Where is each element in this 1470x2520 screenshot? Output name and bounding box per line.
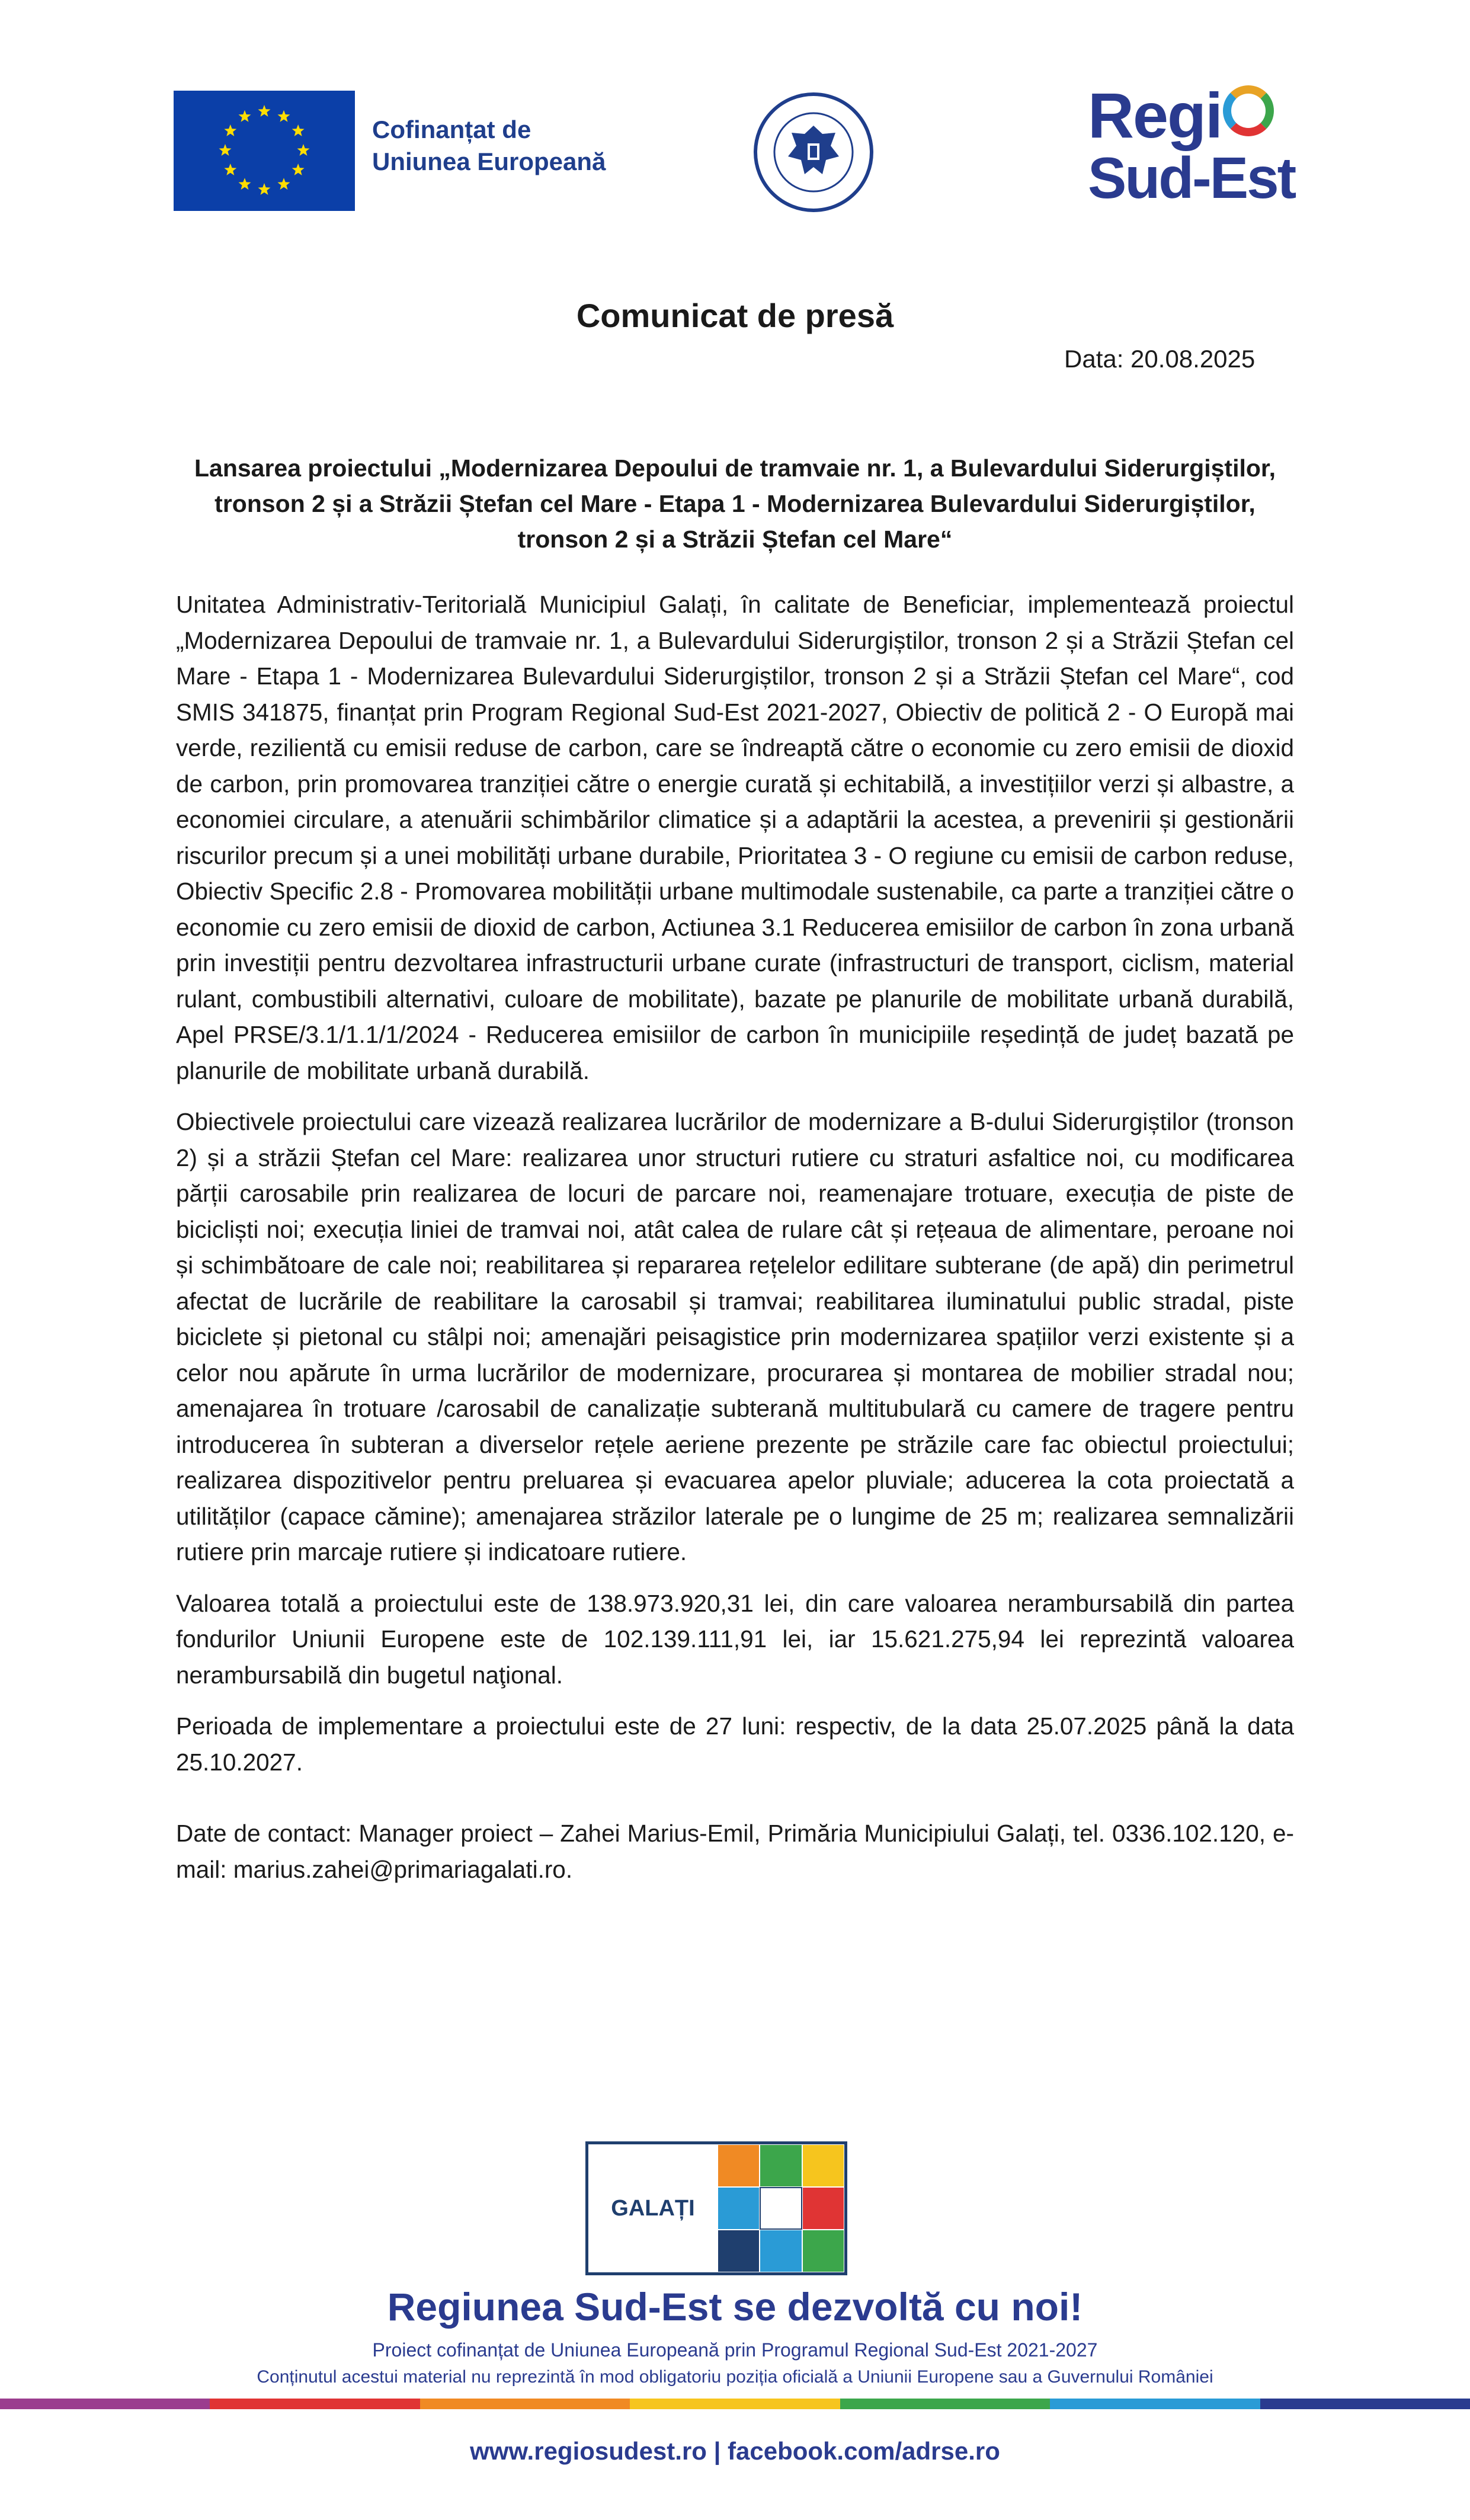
footer-cofinancing-note: Proiect cofinanțat de Uniunea Europeană prin Programul Regional Sud-Est 2021-2027 bbox=[372, 2339, 1098, 2361]
government-seal-icon bbox=[752, 91, 875, 213]
press-release-date: Data: 20.08.2025 bbox=[1064, 345, 1256, 373]
eu-text-line2: Uniunea Europeană bbox=[372, 148, 606, 175]
press-release-body bbox=[176, 587, 1294, 1903]
logo-tile bbox=[718, 2230, 760, 2272]
paragraph-value: Valoarea totală a proiectului este de 138.973.920,31 lei, din care valoarea nerambursabilă din partea fondurilor Uniunii Europene este de 102.139.111,91 lei, iar 15.621.275,94 lei reprezintă valoarea nerambursabilă din bugetul naţional. bbox=[176, 1589, 1294, 1689]
eu-flag-icon bbox=[174, 91, 355, 211]
regio-wordmark-line2: Sud-Est bbox=[1088, 145, 1295, 210]
logo-tile bbox=[802, 2144, 844, 2187]
band-segment bbox=[1260, 2399, 1470, 2409]
band-segment bbox=[210, 2399, 419, 2409]
band-segment bbox=[420, 2399, 630, 2409]
footer-color-band bbox=[0, 2399, 1470, 2409]
logo-tile bbox=[760, 2144, 802, 2187]
galati-logo-tiles bbox=[718, 2144, 844, 2272]
regio-wordmark-line1: Regi bbox=[1088, 79, 1222, 151]
eu-cofinancing-label bbox=[372, 114, 606, 178]
logo-tile bbox=[760, 2230, 802, 2272]
logo-tile bbox=[802, 2187, 844, 2230]
galati-logo-label: GALAȚI bbox=[611, 2195, 695, 2221]
project-subject-heading: Lansarea proiectului „Modernizarea Depoului de tramvaie nr. 1, a Bulevardului Siderurgiștilor, tronson 2 și a Străzii Ștefan cel Mare - Etapa 1 - Modernizarea Bulevardului Siderurgiștilor, tronson 2 și a Străzii Ștefan cel Mare“ bbox=[194, 454, 1276, 553]
band-segment bbox=[0, 2399, 210, 2409]
logo-tile bbox=[760, 2187, 802, 2230]
footer-disclaimer: Conținutul acestui material nu reprezintă în mod obligatoriu poziția oficială a Uniunii Europene sau a Guvernului României bbox=[257, 2367, 1213, 2387]
band-segment bbox=[1050, 2399, 1260, 2409]
band-segment bbox=[630, 2399, 840, 2409]
paragraph-intro: Unitatea Administrativ-Teritorială Municipiul Galați, în calitate de Beneficiar, implementează proiectul „Modernizarea Depoului de tramvaie nr. 1, a Bulevardului Siderurgiștilor, tronson 2 și a Străzii Ștefan cel Mare - Etapa 1 - Modernizarea Bulevardului Siderurgiștilor, tronson 2 și a Străzii Ștefan cel Mare“, cod SMIS 341875, finanțat prin Program Regional Sud-Est 2021-2027, Obiectiv de politică 2 - O Europă mai verde, rezilientă cu emisii reduse de carbon, care se îndreaptă către o economie cu zero emisii de dioxid de carbon, prin promovarea tranziției către o energie curată și echitabilă, a investițiilor verzi și albastre, a economiei circulare, a atenuării schimbărilor climatice și a adaptării la acestea, a prevenirii și gestionării riscurilor precum și a unei mobilități urbane durabile, Prioritatea 3 - O regiune cu emisii de carbon reduse, Obiectiv Specific 2.8 - Promovarea mobilității urbane multimodale sustenabile, ca parte a tranziției către o economie cu zero emisii de dioxid de carbon, Actiunea 3.1 Reducerea emisiilor de carbon în zona urbană prin investiții pentru dezvoltarea infrastructurii urbane curate (infrastructuri de transport, ciclism, material rulant, combustibili alternativi, culoare de mobilitate), bazate pe planurile de mobilitate urbană durabilă, Apel PRSE/3.1/1.1/1/2024 - Reducerea emisiilor de carbon în municipiile reședință de județ bazată pe planurile de mobilitate urbană durabilă. bbox=[176, 591, 1294, 1084]
regio-o-ring-icon bbox=[1223, 85, 1274, 136]
footer-slogan: Regiunea Sud-Est se dezvoltă cu noi! bbox=[387, 2285, 1083, 2329]
band-segment bbox=[840, 2399, 1050, 2409]
paragraph-objectives: Obiectivele proiectului care vizează realizarea lucrărilor de modernizare a B-dului Siderurgiștilor (tronson 2) și a străzii Ștefan cel Mare: realizarea unor structuri rutiere cu straturi asfaltice noi, cu modificarea părții carosabile prin realizarea de locuri de parcare noi, reamenajare trotuare, execuția de piste de bicicliști noi; execuția liniei de tramvai noi, atât calea de rulare cât și rețeaua de alimentare, peroane noi și schimbătoare de cale noi; reabilitarea și repararea rețelelor edilitare subterane (de apă) din perimetrul afectat de lucrările de reabilitare la carosabil și tramvai; reabilitarea iluminatului public stradal, piste biciclete și pietonal cu stâlpi noi; amenajări peisagistice prin modernizarea spațiilor verzi existente și a celor nou apărute în urma lucrărilor de modernizare, procurarea și montarea de mobilier stradal nou; amenajarea în trotuare /carosabil de canalizație subterană multitubulară cu camere de tragere pentru introducerea în subteran a diverselor rețele aeriene prezente pe străzile care fac obiectul proiectului; realizarea dispozitivelor pentru preluarea și evacuarea apelor pluviale; aducerea la cota proiectată a utilităților (capace cămine); amenajarea străzilor laterale pe o lungime de 25 m; realizarea semnalizării rutiere prin marcaje rutiere și indicatoare rutiere. bbox=[176, 1108, 1294, 1565]
page-title: Comunicat de presă bbox=[576, 297, 894, 334]
paragraph-period: Perioada de implementare a proiectului este de 27 luni: respectiv, de la data 25.07.2025 până la data 25.10.2027. bbox=[176, 1712, 1294, 1776]
eu-text-line1: Cofinanțat de bbox=[372, 116, 531, 143]
logo-tile bbox=[802, 2230, 844, 2272]
logo-tile bbox=[718, 2144, 760, 2187]
paragraph-contact: Date de contact: Manager proiect – Zahei Marius-Emil, Primăria Municipiului Galați, tel. 0336.102.120, e-mail: marius.zahei@primariagalati.ro. bbox=[176, 1820, 1294, 1883]
footer-website-links[interactable]: www.regiosudest.ro | facebook.com/adrse.ro bbox=[470, 2437, 1000, 2465]
logo-tile bbox=[718, 2187, 760, 2230]
regio-sud-est-logo bbox=[1088, 79, 1301, 216]
galati-city-logo bbox=[585, 2141, 847, 2275]
